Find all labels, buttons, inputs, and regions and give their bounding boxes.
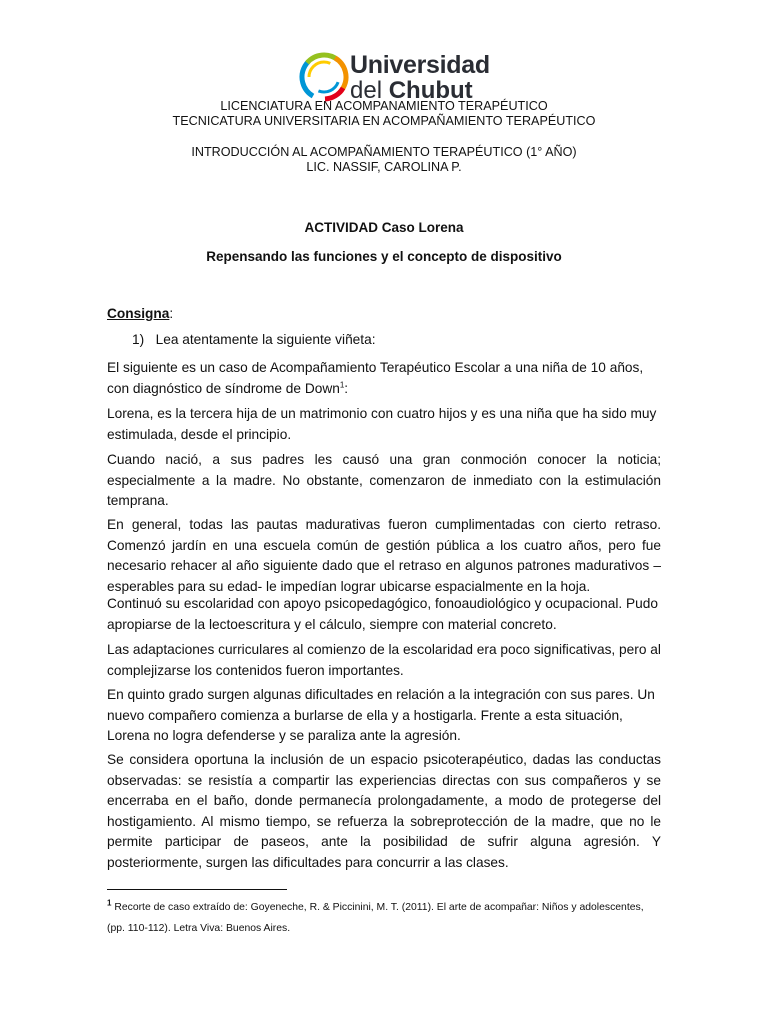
logo-text-universidad: Universidad [350, 51, 490, 79]
university-logo [298, 48, 490, 106]
consigna-colon: : [169, 306, 174, 321]
header-course: INTRODUCCIÓN AL ACOMPAÑAMIENTO TERAPÉUTICO (1° AÑO) [191, 145, 577, 159]
list-item [132, 332, 376, 347]
activity-subtitle: Repensando las funciones y el concepto de dispositivo [206, 249, 562, 264]
paragraph-intro-end: : [344, 380, 349, 396]
footnote-number: 1 [107, 898, 112, 908]
list-item-text: Lea atentamente la siguiente viñeta: [155, 332, 376, 347]
paragraph-intro [107, 358, 661, 399]
paragraph-lorena: Lorena, es la tercera hija de un matrimonio con cuatro hijos y es una niña que ha sido muy estimulada, desde el principio. [107, 406, 657, 442]
paragraph-schooling: Continuó su escolaridad con apoyo psicopedagógico, fonoaudiológico y ocupacional. Pudo apropiarse de la lectoescritura y el cálculo, siempre con material concreto. [107, 596, 658, 632]
paragraph-fifth-grade: En quinto grado surgen algunas dificultades en relación a la integración con sus pares. Un nuevo compañero comienza a burlarse de ella y a hostigarla. Frente a esta situación, Lorena no logra defenderse y se paraliza ante la agresión. [107, 687, 655, 743]
logo-ring-icon [298, 48, 350, 106]
paragraph-birth: Cuando nació, a sus padres les causó una gran conmoción conocer la noticia; especialmente a la madre. No obstante, comenzaron de inmediato con la estimulación temprana. [107, 452, 661, 508]
paragraph-intro-text: El siguiente es un caso de Acompañamiento Terapéutico Escolar a una niña de 10 años, con diagnóstico de síndrome de Down [107, 360, 644, 396]
footnote-divider [107, 889, 287, 890]
activity-title: ACTIVIDAD Caso Lorena [304, 220, 464, 235]
list-item-number: 1) [132, 332, 145, 347]
header-tecnicatura: TECNICATURA UNIVERSITARIA EN ACOMPAÑAMIENTO TERAPÉUTICO [172, 114, 596, 128]
paragraph-psychotherapy: Se considera oportuna la inclusión de un espacio psicoterapéutico, dadas las conductas observadas: se resistía a compartir las experiencias directas con sus compañeros y se encerraba en el baño, donde permanecía prolongadamente, a modo de protegerse del hostigamiento. Al mismo tiempo, se refuerza la sobreprotección de la madre, que no le permite participar de paseos, ante la posibilidad de sufrir alguna agresión. Y posteriormente, surgen las dificultades para concurrir a las clases. [107, 752, 661, 870]
footnote-text: Recorte de caso extraído de: Goyeneche, R. & Piccinini, M. T. (2011). El arte de acompañar: Niños y adolescentes, (pp. 110-112). Letra Viva: Buenos Aires. [107, 902, 644, 934]
consigna-label: Consigna [107, 306, 170, 321]
logo-text-del: del [350, 77, 383, 104]
footnote-reference[interactable]: 1 [339, 379, 345, 389]
consigna-heading [107, 304, 661, 325]
header-licenciatura: LICENCIATURA EN ACOMPANAMIENTO TERAPÉUTICO [220, 99, 548, 113]
logo-text-chubut: Chubut [388, 77, 473, 104]
paragraph-development: En general, todas las pautas madurativas fueron cumplimentadas con cierto retraso. Comenzó jardín en una escuela común de gestión pública a los cuatro años, pero fue necesario rehacer al año siguiente dado que el retraso en algunos patrones madurativos – esperables para su edad- le impedían lograr ubicarse espacialmente en la hoja. [107, 517, 661, 594]
header-professor: LIC. NASSIF, CAROLINA P. [306, 160, 462, 174]
footnote [107, 897, 661, 939]
paragraph-adaptations: Las adaptaciones curriculares al comienzo de la escolaridad era poco significativas, pero al complejizarse los contenidos fueron importantes. [107, 642, 661, 678]
